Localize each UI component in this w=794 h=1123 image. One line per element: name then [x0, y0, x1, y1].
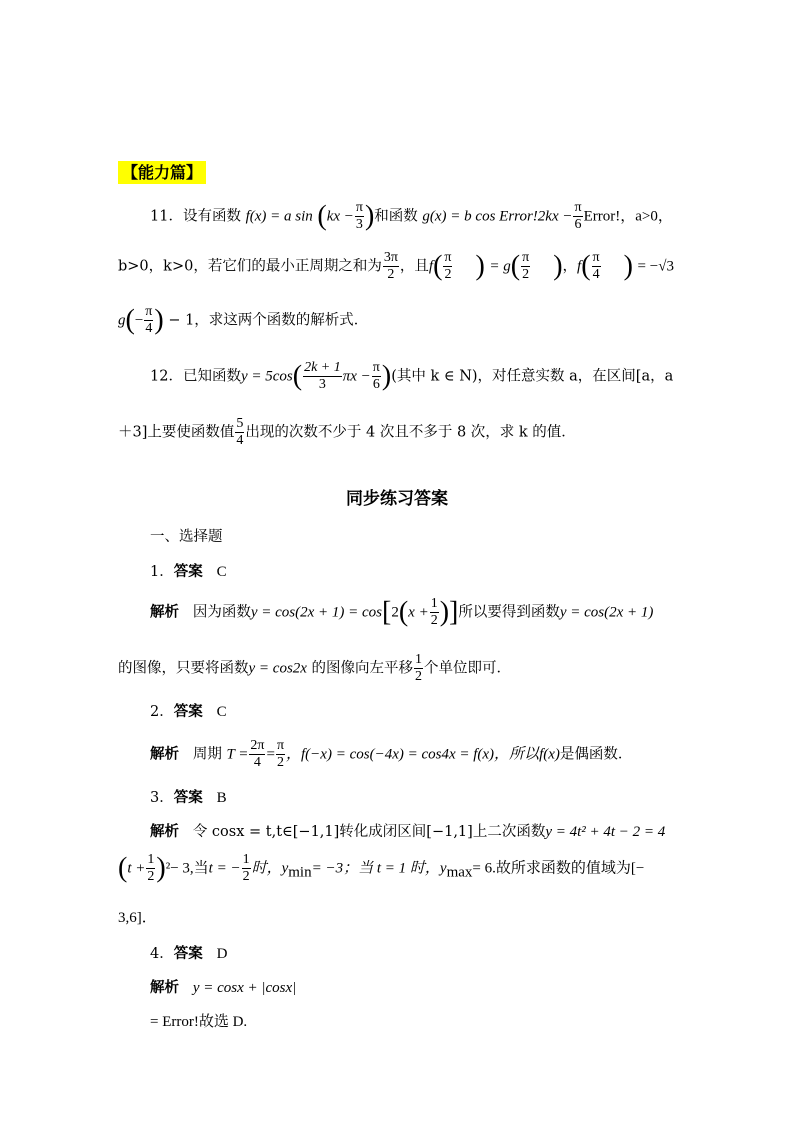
paren-close: ) [364, 200, 375, 232]
frac-pi-3: $\frac{\pi}{3}$ [355, 200, 363, 232]
a3-line2: (t + $\frac{1}{2}$ )²− 3,当t = − $\frac{1}{2}$ 时，$y_{min}= -3$；当 t = 1 时，$y_{max}= 6$.故所求函数的值域为[− [118, 852, 645, 884]
frac-1-2: $\frac{1}{2}$ [430, 596, 438, 628]
q11-line3: g(− $\frac{\pi}{4}$ ) − 1，求这两个函数的解析式． [118, 304, 369, 336]
frac-3pi-2: $\frac{3\pi}{2}$ [383, 250, 398, 282]
q12-line1: 12．已知函数y = 5cos( $\frac{2k + 1}{3}$ πx − $\frac{\pi}{6}$ )(其中 k ∈ N)，对任意实数 a，在区间[a，a [150, 360, 674, 392]
q11-cond: Error!，a>0， [583, 208, 673, 225]
frac-pi-2b: $\frac{\pi}{2}$ [522, 250, 530, 282]
a2-line1: 解析 周期 T = $\frac{2\pi}{4}$ = $\frac{\pi}{2}$ ，f(−x) = cos(−4x) = cos4x = f(x)，所以f(x)是偶函数． [150, 738, 633, 770]
frac-2pi-4: $\frac{2\pi}{4}$ [250, 738, 265, 770]
frac-5-4: $\frac{5}{4}$ [236, 416, 244, 448]
frac-1-2d: $\frac{1}{2}$ [242, 852, 250, 884]
q11-kx: kx − [326, 208, 354, 225]
frac-1-2b: $\frac{1}{2}$ [415, 652, 423, 684]
a4-answer: 4．答案 D [150, 946, 228, 962]
q12-line2: ＋3]上要使函数值 $\frac{5}{4}$ 出现的次数不少于 4 次且不多于 8 次，求 k 的值． [118, 416, 576, 448]
frac-2k1-3: $\frac{2k + 1}{3}$ [304, 360, 341, 392]
a1-line2: 的图像，只要将函数y = cos2x 的图像向左平移 $\frac{1}{2}$ 个单位即可． [118, 652, 512, 684]
answers-title: 同步练习答案 [346, 489, 448, 509]
q11-line2: b>0，k>0，若它们的最小正周期之和为 $\frac{3\pi}{2}$ ，且f( $\frac{\pi}{2}$ ) = g( $\frac{\pi}{2}$ )，f( $\frac{\pi}{4}$ ) = −√3 [118, 250, 674, 282]
paren-open: ( [317, 200, 327, 232]
q11-gx: g(x) = b cos Error!2kx − [422, 208, 573, 225]
section-label: 【能力篇】 [118, 161, 206, 184]
a2-answer: 2．答案 C [150, 704, 227, 720]
part1-heading: 一、选择题 [150, 529, 223, 545]
frac-pi-6b: $\frac{\pi}{6}$ [372, 360, 380, 392]
a4-line2: = Error!故选 D. [150, 1014, 248, 1030]
a4-line1: 解析 y = cosx + |cosx| [150, 980, 297, 996]
q11-intro: 11．设有函数 [150, 208, 241, 225]
frac-pi-2: $\frac{\pi}{2}$ [444, 250, 452, 282]
a3-answer: 3．答案 B [150, 790, 227, 806]
frac-pi-4b: $\frac{\pi}{4}$ [145, 304, 153, 336]
q11-line1 [150, 200, 673, 233]
frac-pi-2c: $\frac{\pi}{2}$ [276, 738, 285, 770]
a3-line1: 解析 令 cosx = t,t∈[−1,1]转化成闭区间[−1,1]上二次函数y = 4t² + 4t − 2 = 4 [150, 824, 666, 840]
frac-pi-6: $\frac{\pi}{6}$ [574, 200, 582, 232]
frac-pi-4: $\frac{\pi}{4}$ [592, 250, 600, 282]
q11-fx: f(x) = a sin [245, 208, 313, 225]
q11-period: b>0，k>0，若它们的最小正周期之和为 [118, 258, 382, 275]
q11-and: 和函数 [374, 208, 418, 225]
frac-1-2c: $\frac{1}{2}$ [147, 852, 155, 884]
a1-line1: 解析 因为函数y = cos(2x + 1) = cos[2(x + $\frac{1}{2}$ )]所以要得到函数y = cos(2x + 1) [150, 596, 654, 628]
section-heading [118, 160, 206, 183]
a1-answer: 1．答案 C [150, 564, 227, 580]
a3-line3: 3,6]． [118, 910, 157, 926]
